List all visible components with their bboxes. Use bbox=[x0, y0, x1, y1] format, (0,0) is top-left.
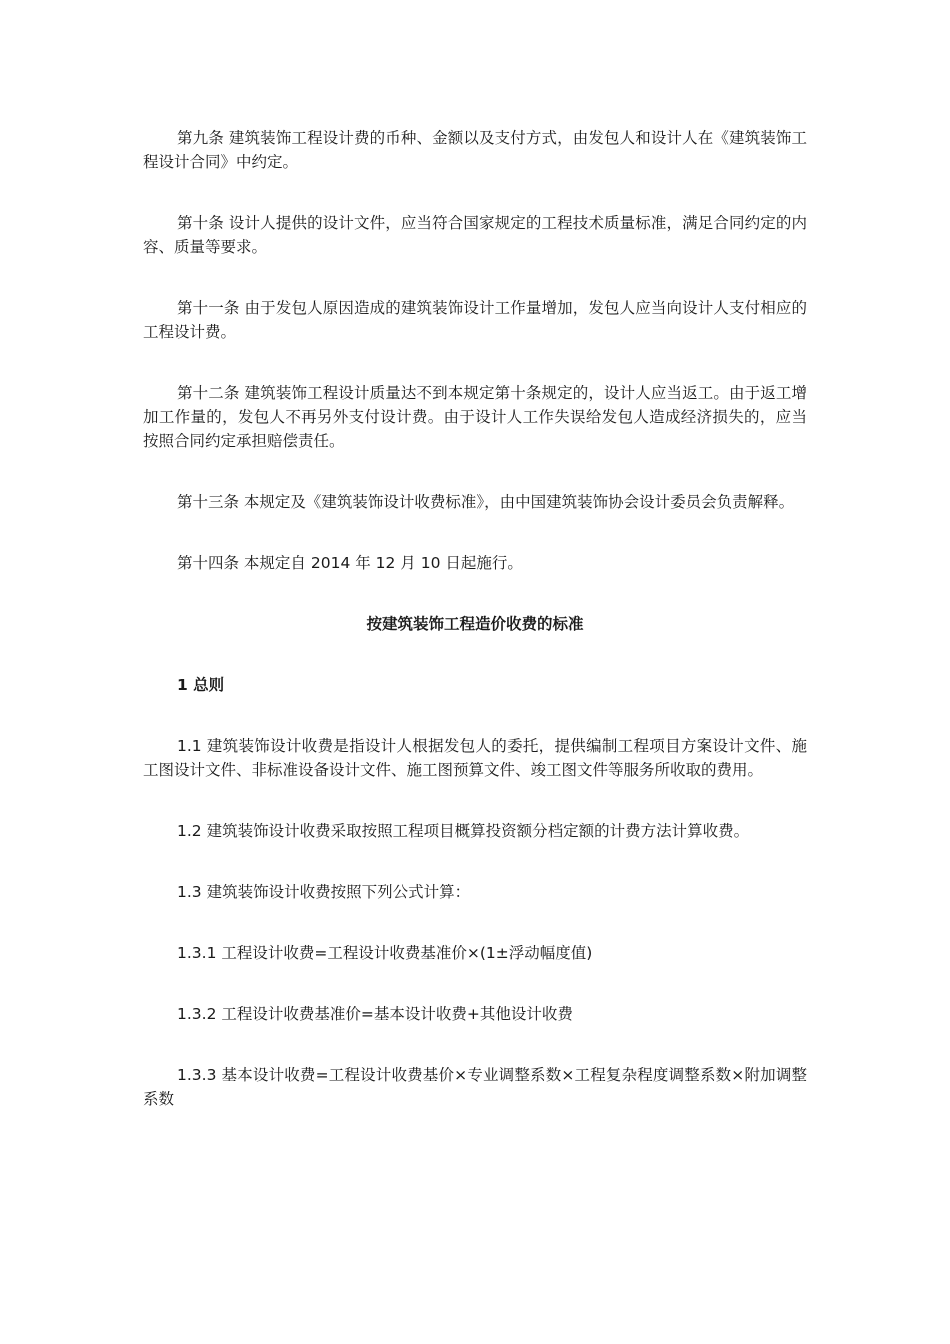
article-13: 第十三条 本规定及《建筑装饰设计收费标准》，由中国建筑装饰协会设计委员会负责解释。 bbox=[177, 493, 795, 511]
item-1-3-2: 1.3.2 工程设计收费基准价=基本设计收费+其他设计收费 bbox=[177, 1005, 573, 1023]
article-10: 第十条 设计人提供的设计文件，应当符合国家规定的工程技术质量标准，满足合同约定的内容、质量等要求。 bbox=[143, 214, 807, 256]
document-page bbox=[143, 126, 807, 1111]
standard-title: 按建筑装饰工程造价收费的标准 bbox=[366, 615, 584, 633]
item-1-2: 1.2 建筑装饰设计收费采取按照工程项目概算投资额分档定额的计费方法计算收费。 bbox=[177, 822, 750, 840]
article-11: 第十一条 由于发包人原因造成的建筑装饰设计工作量增加，发包人应当向设计人支付相应的工程设计费。 bbox=[143, 299, 807, 341]
article-12: 第十二条 建筑装饰工程设计质量达不到本规定第十条规定的，设计人应当返工。由于返工增加工作量的，发包人不再另外支付设计费。由于设计人工作失误给发包人造成经济损失的，应当按照合同约定承担赔偿责任。 bbox=[143, 384, 807, 450]
item-1-1: 1.1 建筑装饰设计收费是指设计人根据发包人的委托，提供编制工程项目方案设计文件、施工图设计文件、非标准设备设计文件、施工图预算文件、竣工图文件等服务所收取的费用。 bbox=[143, 737, 807, 779]
article-14: 第十四条 本规定自 2014 年 12 月 10 日起施行。 bbox=[177, 554, 523, 572]
item-1-3: 1.3 建筑装饰设计收费按照下列公式计算： bbox=[177, 883, 471, 901]
item-1-3-1: 1.3.1 工程设计收费=工程设计收费基准价×(1±浮动幅度值) bbox=[177, 944, 593, 962]
section-1-title: 1 总则 bbox=[177, 676, 225, 694]
item-1-3-3: 1.3.3 基本设计收费=工程设计收费基价×专业调整系数×工程复杂程度调整系数×附加调整系数 bbox=[143, 1066, 807, 1108]
article-9: 第九条 建筑装饰工程设计费的币种、金额以及支付方式，由发包人和设计人在《建筑装饰工程设计合同》中约定。 bbox=[143, 129, 807, 171]
